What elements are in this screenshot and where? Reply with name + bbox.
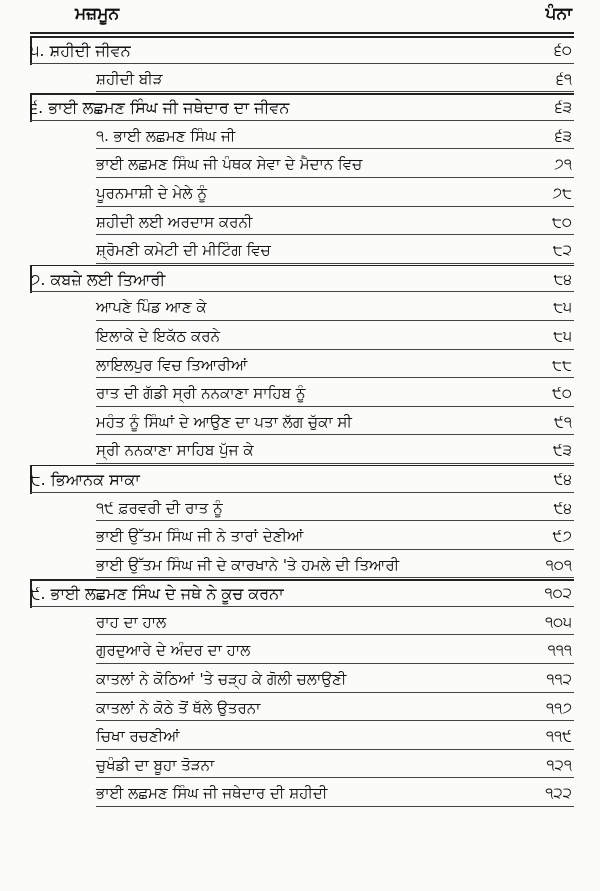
toc-entry <box>0 522 600 551</box>
toc-entry <box>0 665 600 694</box>
section-rule <box>30 36 574 38</box>
entry-page-number: ੮੦ <box>552 212 572 231</box>
entry-underline <box>96 206 574 207</box>
entry-underline <box>96 349 574 350</box>
entry-page-number: ੯੧ <box>554 412 572 431</box>
entry-title: ਸ੍ਰੀ ਨਨਕਾਣਾ ਸਾਹਿਬ ਪੁੱਜ ਕੇ <box>96 441 254 460</box>
entry-page-number: ੧੦੧ <box>545 555 572 574</box>
toc-header <box>0 0 600 34</box>
entry-page-number: ੧੨੧ <box>546 755 572 774</box>
section-rule <box>30 93 574 95</box>
toc-entry <box>0 179 600 208</box>
entry-title: ਕਾਤਲਾਂ ਨੇ ਕੋਠਿਆਂ 'ਤੇ ਚੜ੍ਹ ਕੇ ਗੋਲੀ ਚਲਾਉਣੀ <box>96 670 347 689</box>
entry-page-number: ੭੧ <box>554 155 572 174</box>
entry-title: ਭਾਈ ਉੱਤਮ ਸਿੰਘ ਜੀ ਦੇ ਕਾਰਖਾਨੇ 'ਤੇ ਹਮਲੇ ਦੀ ਤਿਆਰੀ <box>96 555 400 574</box>
entry-title: ੯. ਭਾਈ ਲਛਮਣ ਸਿੰਘ ਦੇ ਜਥੇ ਨੇ ਕੂਚ ਕਰਨਾ <box>30 584 284 604</box>
toc-entry <box>0 779 600 808</box>
entry-page-number: ੭੮ <box>552 183 572 202</box>
entry-page-number: ੧੦੨ <box>544 584 572 603</box>
entry-title: ਭਾਈ ਉੱਤਮ ਸਿੰਘ ਜੀ ਨੇ ਤਾਰਾਂ ਦੇਣੀਆਂ <box>96 527 304 546</box>
toc-entry <box>0 208 600 237</box>
entry-page-number: ੬੩ <box>555 126 572 145</box>
toc-section <box>0 93 600 122</box>
entry-page-number: ੬੦ <box>554 41 572 59</box>
entry-underline <box>96 234 574 235</box>
toc-entry <box>0 150 600 179</box>
entry-page-number: ੯੪ <box>553 498 572 517</box>
entry-page-number: ੬੧ <box>556 69 572 88</box>
entry-title: ਰਾਤ ਦੀ ਗੱਡੀ ਸ੍ਰੀ ਨਨਕਾਣਾ ਸਾਹਿਬ ਨੂੰ <box>96 384 306 403</box>
entry-underline <box>96 720 574 721</box>
entry-title: ਭਾਈ ਲਛਮਣ ਸਿੰਘ ਜੀ ਜਥੇਦਾਰ ਦੀ ਸ਼ਹੀਦੀ <box>96 784 328 803</box>
entry-underline <box>96 91 574 92</box>
entry-page-number: ੯੦ <box>552 384 572 403</box>
entry-underline <box>30 120 574 121</box>
entry-title: ੧. ਭਾਈ ਲਛਮਣ ਸਿੰਘ ਜੀ <box>96 126 236 145</box>
entry-underline <box>96 177 574 178</box>
toc-list <box>0 36 600 808</box>
toc-entry <box>0 751 600 780</box>
entry-title: ਮਹੰਤ ਨੂੰ ਸਿੰਘਾਂ ਦੇ ਆਉਣ ਦਾ ਪਤਾ ਲੱਗ ਚੁੱਕਾ ਸੀ <box>96 412 352 431</box>
toc-entry <box>0 236 600 265</box>
entry-underline <box>96 406 574 407</box>
toc-entry <box>0 436 600 465</box>
entry-title: ਆਪਣੇ ਪਿੰਡ ਆਣ ਕੇ <box>96 298 207 317</box>
entry-title: ਚੁਖੰਡੀ ਦਾ ਬੂਹਾ ਤੋੜਨਾ <box>96 755 215 774</box>
entry-underline <box>96 663 574 664</box>
entry-underline <box>30 63 574 64</box>
toc-entry <box>0 379 600 408</box>
entry-title: ਕਾਤਲਾਂ ਨੇ ਕੋਠੇ ਤੋਂ ਥੱਲੇ ਉਤਰਨਾ <box>96 698 261 717</box>
toc-entry <box>0 551 600 580</box>
entry-page-number: ੮੫ <box>553 298 572 317</box>
entry-title: ਰਾਹ ਦਾ ਹਾਲ <box>96 612 167 631</box>
entry-title: ਪੂਰਨਮਾਸ਼ੀ ਦੇ ਮੇਲੇ ਨੂੰ <box>96 183 208 202</box>
entry-underline <box>96 463 574 464</box>
entry-title: ੧੯ ਫ਼ਰਵਰੀ ਦੀ ਰਾਤ ਨੂੰ <box>96 498 223 517</box>
entry-title: ਸ਼ਹੀਦੀ ਬੀੜ <box>96 69 163 88</box>
toc-section <box>0 579 600 608</box>
entry-page-number: ੧੦੫ <box>544 612 572 631</box>
entry-page-number: ੮੮ <box>552 355 572 374</box>
section-rule <box>30 465 574 467</box>
entry-underline <box>96 148 574 149</box>
entry-underline <box>96 577 574 578</box>
entry-underline <box>30 606 574 607</box>
entry-page-number: ੮੪ <box>553 269 572 288</box>
toc-entry <box>0 408 600 437</box>
entry-underline <box>96 749 574 750</box>
toc-entry <box>0 694 600 723</box>
entry-title: ਲਾਇਲਪੁਰ ਵਿਚ ਤਿਆਰੀਆਂ <box>96 355 248 374</box>
entry-title: ਭਾਈ ਲਛਮਣ ਸਿੰਘ ਜੀ ਪੰਥਕ ਸੇਵਾ ਦੇ ਮੈਦਾਨ ਵਿਚ <box>96 155 363 174</box>
entry-title: ਇਲਾਕੇ ਦੇ ਇਕੱਠ ਕਰਨੇ <box>96 326 220 345</box>
entry-title: ੮. ਭਿਆਨਕ ਸਾਕਾ <box>30 469 140 489</box>
entry-page-number: ੧੧੨ <box>546 670 572 689</box>
entry-underline <box>96 434 574 435</box>
entry-title: ਸ਼ਹੀਦੀ ਲਈ ਅਰਦਾਸ ਕਰਨੀ <box>96 212 253 231</box>
entry-underline <box>96 692 574 693</box>
entry-page-number: ੬੩ <box>555 98 572 117</box>
entry-underline <box>96 634 574 635</box>
toc-entry <box>0 122 600 151</box>
entry-underline <box>96 520 574 521</box>
entry-page-number: ੧੨੨ <box>545 784 572 803</box>
entry-page-number: ੧੧੯ <box>545 727 572 746</box>
entry-title: ੬. ਭਾਈ ਲਛਮਣ ਸਿੰਘ ਜੀ ਜਥੇਦਾਰ ਦਾ ਜੀਵਨ <box>30 98 290 118</box>
header-rule <box>30 32 574 34</box>
section-rule <box>30 265 574 267</box>
toc-section <box>0 265 600 294</box>
entry-title: ਗੁਰਦੁਆਰੇ ਦੇ ਅੰਦਰ ਦਾ ਹਾਲ <box>96 641 251 660</box>
entry-underline <box>30 492 574 493</box>
header-page: ਪੰਨਾ <box>545 4 572 24</box>
entry-page-number: ੯੪ <box>553 469 572 488</box>
toc-entry <box>0 636 600 665</box>
toc-section <box>0 465 600 494</box>
entry-underline <box>96 377 574 378</box>
header-title: ਮਜ਼ਮੂਨ <box>75 4 120 24</box>
entry-page-number: ੯੭ <box>552 527 572 546</box>
toc-entry <box>0 351 600 380</box>
entry-title: ਸ਼੍ਰੋਮਣੀ ਕਮੇਟੀ ਦੀ ਮੀਟਿੰਗ ਵਿਚ <box>96 241 271 260</box>
entry-underline <box>96 263 574 264</box>
entry-page-number: ੧੧੧ <box>547 641 572 660</box>
entry-page-number: ੯੩ <box>552 441 572 460</box>
section-rule <box>30 579 574 581</box>
entry-underline <box>96 549 574 550</box>
toc-entry <box>0 494 600 523</box>
toc-entry <box>0 722 600 751</box>
toc-entry <box>0 65 600 94</box>
entry-page-number: ੮੫ <box>553 326 572 345</box>
toc-entry <box>0 322 600 351</box>
entry-underline <box>30 291 574 292</box>
entry-title: ੫. ਸ਼ਹੀਦੀ ਜੀਵਨ <box>30 41 131 60</box>
toc-entry <box>0 608 600 637</box>
entry-underline <box>96 777 574 778</box>
entry-page-number: ੧੧੭ <box>546 698 572 717</box>
toc-section <box>0 36 600 65</box>
toc-entry <box>0 293 600 322</box>
entry-page-number: ੮੨ <box>552 241 572 260</box>
entry-underline <box>96 806 574 807</box>
entry-underline <box>96 320 574 321</box>
entry-title: ਚਿਖਾ ਰਚਣੀਆਂ <box>96 727 180 746</box>
entry-title: ੭. ਕਬਜ਼ੇ ਲਈ ਤਿਆਰੀ <box>30 269 166 289</box>
